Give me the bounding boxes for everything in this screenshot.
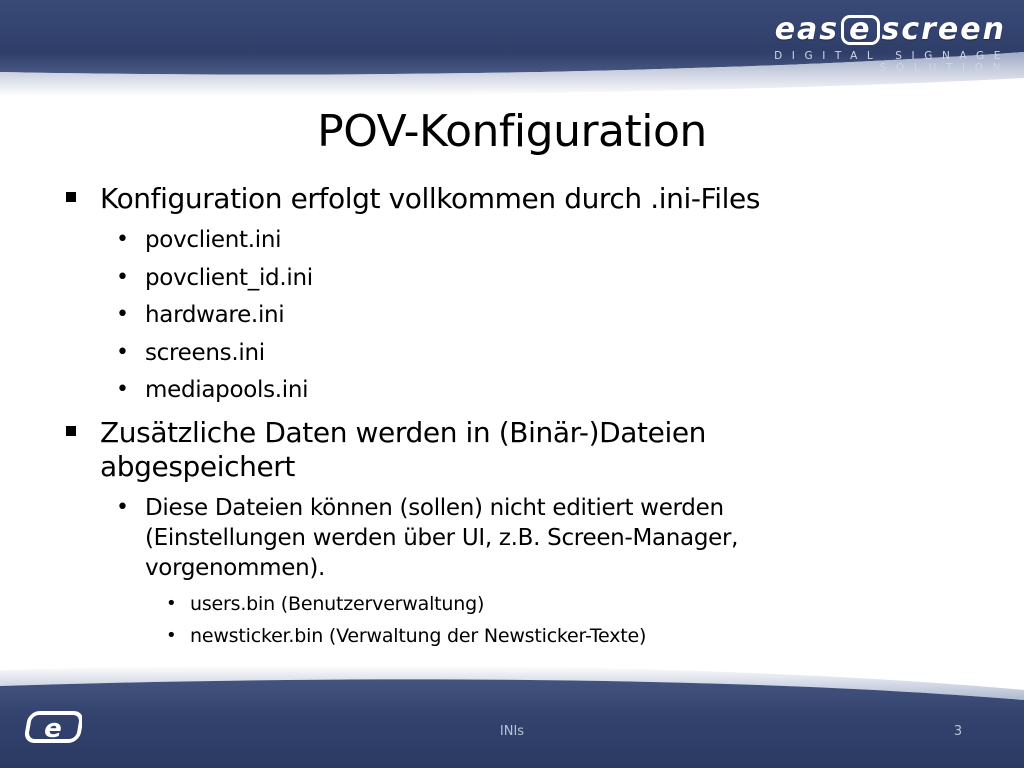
sub-bullet-povclient-id: povclient_id.ini [145, 265, 313, 291]
dot-bullet-icon: • [116, 227, 129, 252]
footer-band [0, 660, 1024, 768]
dot-bullet-icon: • [116, 495, 129, 520]
dot-bullet-icon: • [166, 593, 177, 614]
slide-title: POV-Konfiguration [317, 106, 707, 157]
logo-tagline: DIGITAL SIGNAGE SOLUTION [774, 50, 1010, 74]
footer-label: INIs [499, 724, 525, 739]
logo-wordmark: eas e screen [774, 12, 1006, 47]
sub-sub-bullet-newsticker: newsticker.bin (Verwaltung der Newsticker-Texte) [190, 625, 647, 647]
bullet-1-text: Konfiguration erfolgt vollkommen durch .ini-Files [100, 182, 761, 215]
square-bullet-icon [66, 426, 76, 436]
dot-bullet-icon: • [116, 265, 129, 290]
dot-bullet-icon: • [116, 377, 129, 402]
e-logo-icon [24, 710, 82, 744]
sub-bullet-screens: screens.ini [145, 340, 265, 366]
svg-text:e: e [44, 714, 62, 744]
dot-bullet-icon: • [116, 302, 129, 327]
bullet-2-text-line1: Zusätzliche Daten werden in (Binär-)Dateien [100, 416, 707, 449]
sub-bullet-povclient: povclient.ini [145, 227, 282, 253]
square-bullet-icon [66, 192, 76, 202]
sub-bullet-note-line1: Diese Dateien können (sollen) nicht editiert werden [145, 495, 724, 521]
dot-bullet-icon: • [116, 340, 129, 365]
logo-e-badge: e [841, 15, 879, 45]
dot-bullet-icon: • [166, 625, 177, 646]
sub-bullet-note-line2: (Einstellungen werden über UI, z.B. Screen-Manager, [145, 525, 739, 551]
sub-bullet-hardware: hardware.ini [145, 302, 285, 328]
sub-bullet-mediapools: mediapools.ini [145, 377, 309, 403]
page-number: 3 [953, 724, 963, 739]
sub-bullet-note-line3: vorgenommen). [145, 555, 326, 581]
bullet-2-text-line2: abgespeichert [100, 450, 295, 483]
sub-sub-bullet-users: users.bin (Benutzerverwaltung) [190, 593, 485, 615]
